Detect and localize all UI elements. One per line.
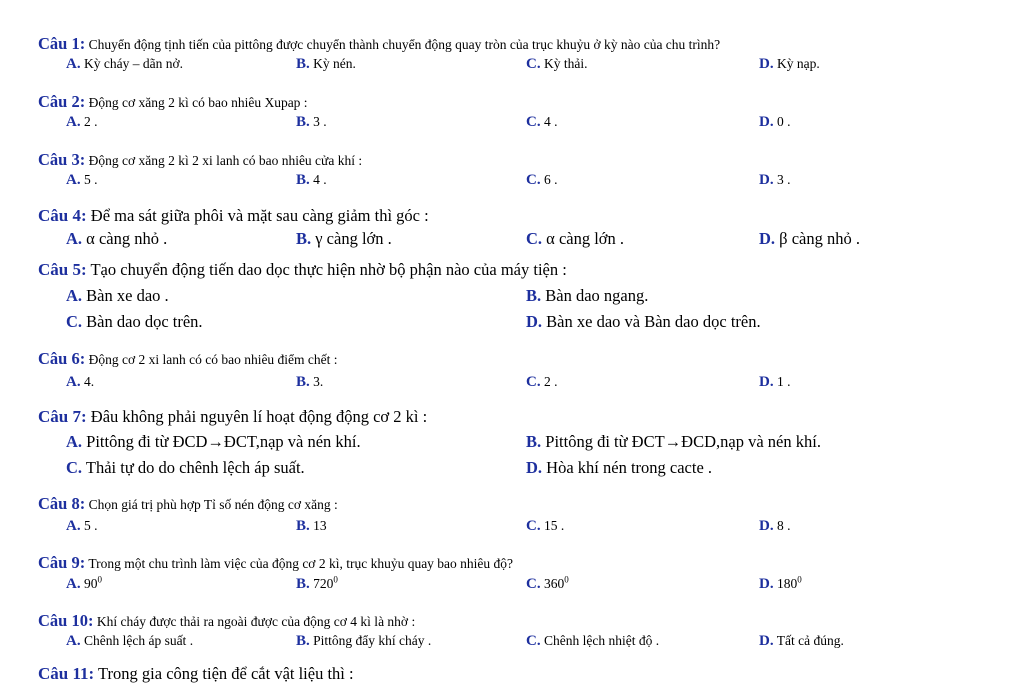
question-text: Chuyển động tịnh tiến của pittông được chuyển thành chuyển động quay tròn của trục khuỷu ở kỳ nào của chu trình? <box>85 37 721 52</box>
question-5 <box>38 260 567 280</box>
q7-option-c: C. Thải tự do do chênh lệch áp suất. <box>66 458 305 477</box>
q1-option-d: D. Kỳ nạp. <box>759 56 820 72</box>
q8-option-d: D. 8 . <box>759 518 791 534</box>
q10-option-d: D. Tất cả đúng. <box>759 633 844 649</box>
q7-option-b: B. Pittông đi từ ĐCT→ĐCD,nạp và nén khí. <box>526 432 821 451</box>
q1-option-b: B. Kỳ nén. <box>296 56 356 72</box>
q9-option-b: B. $720^0$ <box>296 574 338 592</box>
question-10 <box>38 611 415 631</box>
q8-option-b: B. 13 <box>296 518 327 534</box>
q4-option-b: B. γ càng lớn . <box>296 229 392 248</box>
question-8 <box>38 494 338 514</box>
degree-superscript: 0 <box>333 574 338 585</box>
question-11 <box>38 664 354 684</box>
question-label: Câu 4: <box>38 206 87 225</box>
q5-option-a: A. Bàn xe dao . <box>66 286 169 305</box>
question-text: Chọn giá trị phù hợp Tỉ số nén động cơ xăng : <box>85 497 338 512</box>
q6-option-c: C. 2 . <box>526 374 558 390</box>
q7-option-d: D. Hòa khí nén trong cacte . <box>526 458 713 477</box>
question-text: Để ma sát giữa phôi và mặt sau càng giảm thì góc : <box>86 206 429 225</box>
question-2 <box>38 92 308 112</box>
question-label: Câu 2: <box>38 92 86 111</box>
question-label: Câu 3: <box>38 150 86 169</box>
question-3 <box>38 150 362 170</box>
question-label: Câu 9: <box>38 553 86 572</box>
q3-option-a: A. 5 . <box>66 172 98 188</box>
q1-option-c: C. Kỳ thải. <box>526 56 588 72</box>
q3-option-d: D. 3 . <box>759 172 791 188</box>
question-text: Trong một chu trình làm việc của động cơ 2 kì, trục khuỷu quay bao nhiêu độ? <box>85 556 514 571</box>
question-9 <box>38 553 513 573</box>
question-label: Câu 10: <box>38 611 94 630</box>
q10-option-c: C. Chênh lệch nhiệt độ . <box>526 633 660 649</box>
q6-option-a: A. 4. <box>66 374 95 390</box>
q10-option-b: B. Pittông đẩy khí cháy . <box>296 633 432 649</box>
q2-option-c: C. 4 . <box>526 114 558 130</box>
q4-option-a: A. α càng nhỏ . <box>66 229 168 248</box>
question-label: Câu 7: <box>38 407 87 426</box>
q10-option-a: A. Chênh lệch áp suất . <box>66 633 194 649</box>
question-text: Khí cháy được thải ra ngoài được của động cơ 4 kì là nhờ : <box>93 614 416 629</box>
q3-option-c: C. 6 . <box>526 172 558 188</box>
q5-option-b: B. Bàn dao ngang. <box>526 286 649 305</box>
question-text: Động cơ 2 xi lanh có có bao nhiêu điểm chết : <box>85 352 338 367</box>
q1-option-a: A. Kỳ cháy – dãn nở. <box>66 56 183 72</box>
question-text: Tạo chuyển động tiến dao dọc thực hiện nhờ bộ phận nào của máy tiện : <box>86 260 567 279</box>
q5-option-d: D. Bàn xe dao và Bàn dao dọc trên. <box>526 312 761 331</box>
q4-option-c: C. α càng lớn . <box>526 229 625 248</box>
q9-option-a: A. $90^0$ <box>66 574 102 592</box>
question-label: Câu 11: <box>38 664 95 683</box>
q6-option-b: B. 3. <box>296 374 324 390</box>
degree-superscript: 0 <box>97 574 102 585</box>
q9-option-d: D. $180^0$ <box>759 574 802 592</box>
degree-superscript: 0 <box>797 574 802 585</box>
question-label: Câu 8: <box>38 494 86 513</box>
q7-option-a: A. Pittông đi từ ĐCD→ĐCT,nạp và nén khí. <box>66 432 361 451</box>
question-text: Trong gia công tiện để cắt vật liệu thì : <box>94 664 354 683</box>
question-label: Câu 1: <box>38 34 86 53</box>
q4-option-d: D. β càng nhỏ . <box>759 229 860 248</box>
q6-option-d: D. 1 . <box>759 374 791 390</box>
question-label: Câu 6: <box>38 349 86 368</box>
question-1 <box>38 34 720 54</box>
question-6 <box>38 349 338 369</box>
q5-option-c: C. Bàn dao dọc trên. <box>66 312 203 331</box>
question-text: Động cơ xăng 2 kì có bao nhiêu Xupap : <box>85 95 308 110</box>
question-4 <box>38 206 429 226</box>
question-text: Đâu không phải nguyên lí hoạt động động cơ 2 kì : <box>86 407 428 426</box>
question-text: Động cơ xăng 2 kì 2 xi lanh có bao nhiêu cửa khí : <box>85 153 363 168</box>
q2-option-b: B. 3 . <box>296 114 327 130</box>
q3-option-b: B. 4 . <box>296 172 327 188</box>
q2-option-d: D. 0 . <box>759 114 791 130</box>
q8-option-c: C. 15 . <box>526 518 565 534</box>
q2-option-a: A. 2 . <box>66 114 98 130</box>
q8-option-a: A. 5 . <box>66 518 98 534</box>
degree-superscript: 0 <box>564 574 569 585</box>
q9-option-c: C. $360^0$ <box>526 574 569 592</box>
question-label: Câu 5: <box>38 260 87 279</box>
question-7 <box>38 407 427 427</box>
